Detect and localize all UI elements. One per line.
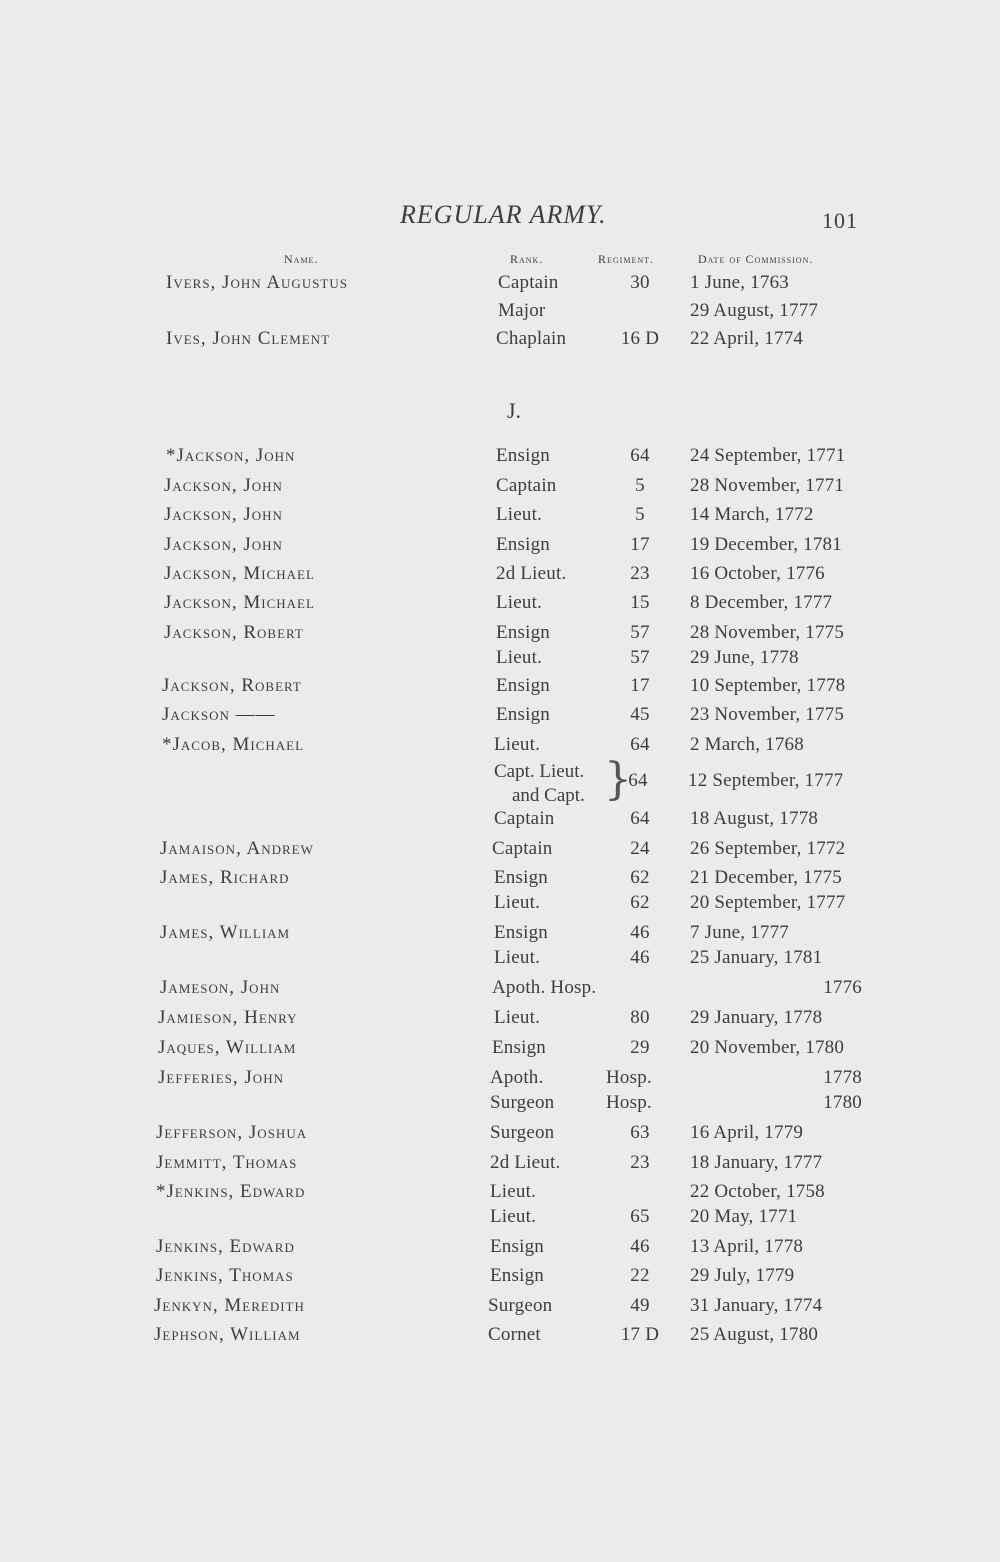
brace-rank-line1: Capt. Lieut. [494, 761, 585, 782]
entry-regiment: 49 [630, 1295, 650, 1316]
entry-rank: 2d Lieut. [490, 1152, 561, 1173]
entry-date: 22 April, 1774 [690, 328, 804, 349]
entry-rank: Surgeon [490, 1122, 555, 1143]
entry-name: Jackson —— [162, 704, 276, 725]
entry-rank: Ensign [496, 704, 550, 725]
entry-regiment: 23 [630, 1152, 650, 1173]
entry-rank: Lieut. [494, 734, 541, 755]
entry-regiment: 16 D [620, 328, 660, 349]
entry-name: Jackson, Michael [164, 563, 315, 584]
entry-regiment: 24 [630, 838, 650, 859]
entry-rank: Captain [496, 475, 557, 496]
entry-rank: Major [498, 300, 546, 321]
entry-date: 1 June, 1763 [690, 272, 789, 293]
entry-regiment: 22 [630, 1265, 650, 1286]
entry-rank: Apoth. [490, 1067, 544, 1088]
entry-date: 18 January, 1777 [690, 1152, 823, 1173]
entry-regiment: 46 [630, 922, 650, 943]
entry-rank: Lieut. [490, 1206, 537, 1227]
entry-date: 25 August, 1780 [690, 1324, 819, 1345]
entry-regiment: 65 [630, 1206, 650, 1227]
entry-rank: Ensign [492, 1037, 546, 1058]
header-rank: Rank. [510, 252, 544, 266]
section-letter: J. [507, 398, 522, 423]
entry-regiment: 45 [630, 704, 650, 725]
entry-rank: Surgeon [490, 1092, 555, 1113]
entry-name: Jackson, John [164, 534, 283, 555]
entry-date: 1776 [823, 977, 862, 998]
entry-date: 7 June, 1777 [690, 922, 789, 943]
brace-icon: } [604, 754, 632, 805]
entry-regiment: 46 [630, 947, 650, 968]
entry-rank: Lieut. [494, 1007, 541, 1028]
entry-rank: Ensign [496, 675, 550, 696]
entry-regiment: 17 D [620, 1324, 660, 1345]
entry-name: Ives, John Clement [166, 328, 331, 349]
entry-name: Jefferies, John [158, 1067, 284, 1088]
running-title: REGULAR ARMY. [400, 200, 607, 229]
entry-regiment: 62 [630, 867, 650, 888]
entry-regiment: 64 [630, 445, 650, 466]
brace-date: 12 September, 1777 [688, 770, 844, 791]
entry-name: Jemmitt, Thomas [156, 1152, 298, 1173]
entry-date: 29 August, 1777 [690, 300, 819, 321]
entry-rank: Ensign [490, 1236, 544, 1257]
entry-date: 1780 [823, 1092, 862, 1113]
entry-date: 26 September, 1772 [690, 838, 846, 859]
entry-name: Jenkins, Thomas [156, 1265, 294, 1286]
entry-name: Jackson, Michael [164, 592, 315, 613]
entry-rank: Lieut. [494, 947, 541, 968]
entry-date: 22 October, 1758 [690, 1181, 825, 1202]
entry-rank: Ensign [496, 445, 550, 466]
entry-rank: Lieut. [494, 892, 541, 913]
entry-name: Jackson, John [164, 475, 283, 496]
entry-regiment: 23 [630, 563, 650, 584]
entry-regiment: 64 [630, 734, 650, 755]
entry-date: 21 December, 1775 [690, 867, 842, 888]
entry-name: Jackson, John [164, 504, 283, 525]
entry-date: 14 March, 1772 [690, 504, 814, 525]
entry-regiment: 57 [630, 622, 650, 643]
entry-rank: Ensign [496, 622, 550, 643]
entry-rank: Cornet [488, 1324, 541, 1345]
entry-date: 24 September, 1771 [690, 445, 846, 466]
entry-name: Jephson, William [154, 1324, 301, 1345]
header-date: Date of Commission. [698, 252, 814, 266]
entry-rank: Lieut. [496, 592, 543, 613]
entry-regiment: 30 [630, 272, 650, 293]
entry-rank: Lieut. [490, 1181, 537, 1202]
brace-rank-line2: and Capt. [512, 785, 585, 806]
entry-name: James, Richard [160, 867, 290, 888]
entry-name: Jaques, William [158, 1037, 297, 1058]
entry-rank: Lieut. [496, 504, 543, 525]
entry-name: *Jackson, John [166, 445, 296, 466]
entry-date: 29 July, 1779 [690, 1265, 795, 1286]
entry-name: Jenkins, Edward [156, 1236, 295, 1257]
entry-regiment: 57 [630, 647, 650, 668]
entry-regiment: 5 [635, 475, 645, 496]
entry-date: 28 November, 1771 [690, 475, 845, 496]
entry-date: 23 November, 1775 [690, 704, 845, 725]
entry-date: 1778 [823, 1067, 862, 1088]
entry-date: 2 March, 1768 [690, 734, 804, 755]
entry-rank: Ensign [496, 534, 550, 555]
entry-date: 31 January, 1774 [690, 1295, 823, 1316]
entry-rank: 2d Lieut. [496, 563, 567, 584]
brace-regiment: 64 [628, 770, 648, 791]
entry-name: James, William [160, 922, 291, 943]
entry-date: 19 December, 1781 [690, 534, 842, 555]
entry-name: Jameson, John [160, 977, 281, 998]
entry-rank: Captain [498, 272, 559, 293]
entry-name: Jackson, Robert [164, 622, 304, 643]
entry-rank: Chaplain [496, 328, 567, 349]
entry-rank: Ensign [494, 922, 548, 943]
entry-date: 20 May, 1771 [690, 1206, 798, 1227]
entry-regiment: Hosp. [606, 1092, 652, 1113]
entry-rank: Ensign [494, 867, 548, 888]
entry-rank: Lieut. [496, 647, 543, 668]
entry-name: Jamaison, Andrew [160, 838, 314, 859]
entry-date: 29 January, 1778 [690, 1007, 823, 1028]
entry-name: Jackson, Robert [162, 675, 302, 696]
entry-regiment: 80 [630, 1007, 650, 1028]
entry-name: Jamieson, Henry [158, 1007, 298, 1028]
entry-name: Ivers, John Augustus [166, 272, 348, 293]
entry-regiment: 17 [630, 675, 650, 696]
entry-regiment: 63 [630, 1122, 650, 1143]
entry-date: 16 April, 1779 [690, 1122, 804, 1143]
entry-name: Jenkyn, Meredith [154, 1295, 305, 1316]
entry-date: 16 October, 1776 [690, 563, 825, 584]
entry-date: 8 December, 1777 [690, 592, 833, 613]
entry-regiment: 64 [630, 808, 650, 829]
entry-regiment: 17 [630, 534, 650, 555]
header-name: Name. [284, 252, 319, 266]
entry-regiment: 46 [630, 1236, 650, 1257]
entry-date: 18 August, 1778 [690, 808, 819, 829]
entry-date: 20 September, 1777 [690, 892, 846, 913]
brace-rank [494, 760, 585, 808]
entry-name: *Jenkins, Edward [156, 1181, 306, 1202]
entry-rank: Apoth. Hosp. [492, 977, 597, 998]
entry-rank: Ensign [490, 1265, 544, 1286]
entry-rank: Captain [494, 808, 555, 829]
entry-date: 29 June, 1778 [690, 647, 799, 668]
entry-regiment: Hosp. [606, 1067, 652, 1088]
entry-date: 10 September, 1778 [690, 675, 846, 696]
entry-regiment: 5 [635, 504, 645, 525]
entry-rank: Surgeon [488, 1295, 553, 1316]
entry-date: 25 January, 1781 [690, 947, 823, 968]
entry-date: 20 November, 1780 [690, 1037, 845, 1058]
page-number: 101 [822, 208, 858, 233]
entry-date: 13 April, 1778 [690, 1236, 804, 1257]
entry-regiment: 29 [630, 1037, 650, 1058]
entry-regiment: 62 [630, 892, 650, 913]
entry-date: 28 November, 1775 [690, 622, 845, 643]
header-regiment: Regiment. [598, 252, 654, 266]
entry-regiment: 15 [630, 592, 650, 613]
entry-rank: Captain [492, 838, 553, 859]
entry-name: *Jacob, Michael [162, 734, 305, 755]
entry-name: Jefferson, Joshua [156, 1122, 308, 1143]
